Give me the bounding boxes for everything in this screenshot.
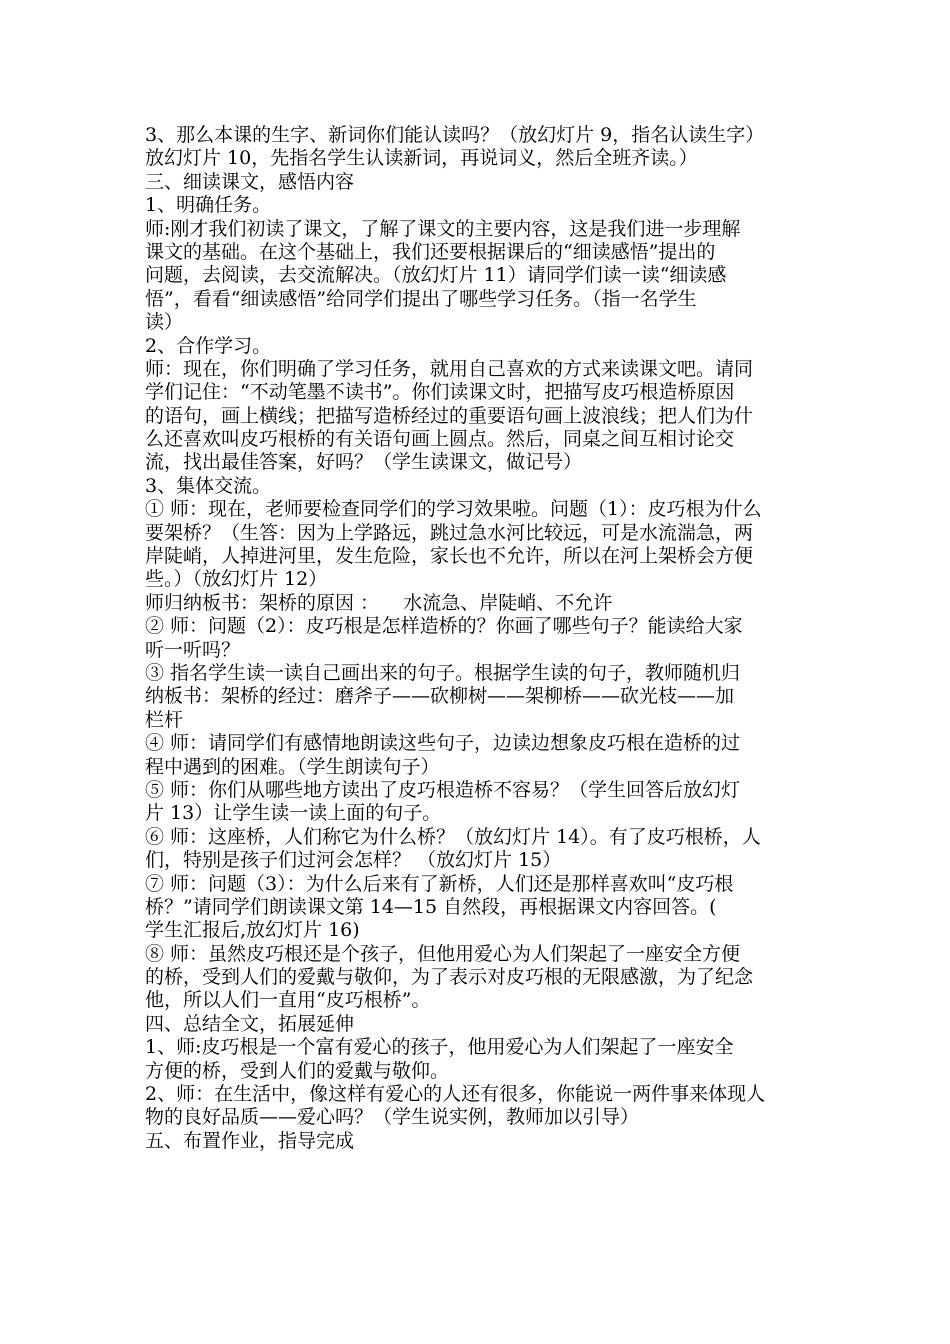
text-line: 课文的基础。在这个基础上，我们还要根据课后的“细读感悟”提出的 <box>145 240 716 263</box>
subsection-heading: 2、合作学习。 <box>145 334 272 357</box>
text-line: 师:刚才我们初读了课文，了解了课文的主要内容，这是我们进一步理解 <box>145 217 741 240</box>
text-line: 们，特别是孩子们过河会怎样？ （放幻灯片 15） <box>145 849 562 872</box>
text-line: 流，找出最佳答案，好吗？（学生读课文，做记号） <box>145 451 583 474</box>
text-line: 学生汇报后,放幻灯片 16) <box>145 919 360 942</box>
text-line: ⑧ 师：虽然皮巧根还是个孩子，但他用爱心为人们架起了一座安全方便 <box>145 942 741 965</box>
text-line: 纳板书：架桥的经过：磨斧子——砍柳树——架柳桥——砍光枝——加 <box>145 685 735 708</box>
text-line: 的桥，受到人们的爱戴与敬仰，为了表示对皮巧根的无限感激，为了纪念 <box>145 966 754 989</box>
text-line: 方便的桥，受到人们的爱戴与敬仰。 <box>145 1059 450 1082</box>
text-line: ② 师：问题（2）：皮巧根是怎样造桥的？你画了哪些句子？能读给大家 <box>145 615 743 638</box>
subsection-heading: 3、集体交流。 <box>145 474 272 497</box>
text-line: 学们记住：“不动笔墨不读书”。你们读课文时，把描写皮巧根造桥原因 <box>145 381 735 404</box>
text-line: 师：现在，你们明确了学习任务，就用自己喜欢的方式来读课文吧。请同 <box>145 357 754 380</box>
text-line: 放幻灯片 10，先指名学生认读新词，再说词义，然后全班齐读。） <box>145 147 698 170</box>
subsection-heading: 1、明确任务。 <box>145 194 272 217</box>
text-line: 师归纳板书：架桥的原因 ： 水流急、岸陡峭、不允许 <box>145 591 613 614</box>
text-line: ⑦ 师：问题（3）：为什么后来有了新桥，人们还是那样喜欢叫“皮巧根 <box>145 872 734 895</box>
text-line: 岸陡峭，人掉进河里，发生危险，家长也不允许，所以在河上架桥会方便 <box>145 545 754 568</box>
text-line: 1、师:皮巧根是一个富有爱心的孩子，他用爱心为人们架起了一座安全 <box>145 1036 734 1059</box>
text-line: 悟”，看看“细读感悟”给同学们提出了哪些学习任务。（指一名学生 <box>145 287 697 310</box>
text-line: 片 13）让学生读一读上面的句子。 <box>145 802 442 825</box>
section-heading: 四、总结全文，拓展延伸 <box>145 1012 355 1035</box>
text-line: ③ 指名学生读一读自己画出来的句子。根据学生读的句子，教师随机归 <box>145 661 741 684</box>
section-heading: 三、细读课文，感悟内容 <box>145 170 355 193</box>
text-line: 么还喜欢叫皮巧根桥的有关语句画上圆点。然后，同桌之间互相讨论交 <box>145 428 735 451</box>
text-line: 他，所以人们一直用“皮巧根桥”。 <box>145 989 431 1012</box>
text-line: 听一听吗？ <box>145 638 241 661</box>
document-body <box>145 124 835 1153</box>
text-line: 3、那么本课的生字、新词你们能认读吗？（放幻灯片 9，指名认读生字） <box>145 124 765 146</box>
text-line: ① 师：现在，老师要检查同学们的学习效果啦。问题（1）：皮巧根为什么 <box>145 498 762 521</box>
text-line: 物的良好品质——爱心吗？（学生说实例，教师加以引导） <box>145 1106 640 1129</box>
text-line: ⑤ 师：你们从哪些地方读出了皮巧根造桥不容易？（学生回答后放幻灯 <box>145 778 741 801</box>
text-line: 栏杆 <box>145 708 184 731</box>
text-line: 读） <box>145 311 184 334</box>
text-line: ⑥ 师：这座桥，人们称它为什么桥？（放幻灯片 14）。有了皮巧根桥，人 <box>145 825 761 848</box>
text-line: 2、师：在生活中，像这样有爱心的人还有很多，你能说一两件事来体现人 <box>145 1083 766 1106</box>
text-line: 要架桥？（生答：因为上学路远，跳过急水河比较远，可是水流湍急，两 <box>145 521 754 544</box>
section-heading: 五、布置作业，指导完成 <box>145 1129 355 1152</box>
text-line: 问题，去阅读，去交流解决。（放幻灯片 11）请同学们读一读“细读感 <box>145 264 727 287</box>
text-line: 程中遇到的困难。（学生朗读句子） <box>145 755 440 778</box>
text-line: ④ 师：请同学们有感情地朗读这些句子，边读边想象皮巧根在造桥的过 <box>145 732 741 755</box>
text-line: 的语句，画上横线；把描写造桥经过的重要语句画上波浪线；把人们为什 <box>145 404 754 427</box>
text-line: 桥？”请同学们朗读课文第 14—15 自然段，再根据课文内容回答。( <box>145 895 717 918</box>
text-line: 些。）（放幻灯片 12） <box>145 568 328 591</box>
